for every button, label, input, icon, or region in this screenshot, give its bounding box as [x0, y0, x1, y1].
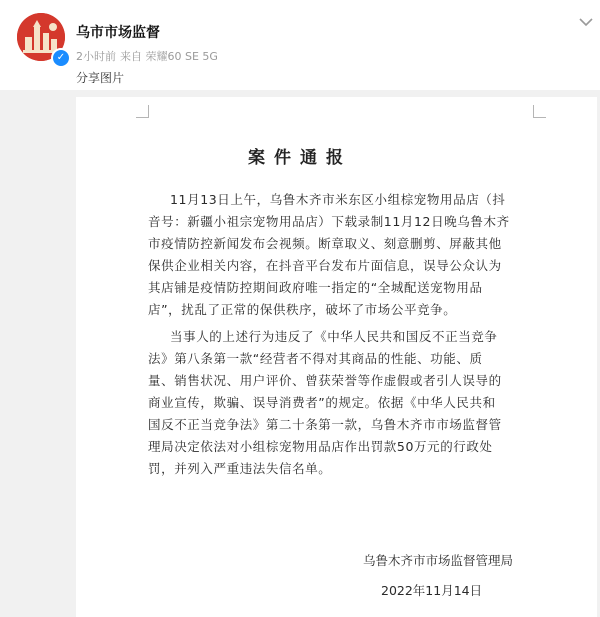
text-line: 当事人的上述行为违反了《中华人民共和国反不正当竞争	[170, 329, 498, 344]
text-line: 店”，扰乱了正常的保供秩序，破坏了市场公平竞争。	[148, 302, 457, 317]
verified-badge-icon: ✓	[51, 48, 71, 68]
post-meta	[76, 48, 222, 64]
document-date: 2022年11月14日	[381, 583, 483, 598]
post-text: 分享图片	[76, 71, 125, 85]
text-line: 商业宣传，欺骗、误导消费者”的规定。依据《中华人民共和	[148, 395, 496, 410]
text-line: 其店铺是疫情防控期间政府唯一指定的“全城配送宠物用品	[148, 280, 483, 295]
text-line: 国反不正当竞争法》第二十条第一款，乌鲁木齐市市场监督管	[148, 417, 502, 432]
text-line: 理局决定依法对小组棕宠物用品店作出罚款50万元的行政处	[148, 439, 493, 454]
text-line: 11月13日上午，乌鲁木齐市米东区小组棕宠物用品店（抖	[170, 192, 506, 207]
paragraph-2	[148, 326, 548, 480]
chevron-down-icon[interactable]	[576, 12, 596, 32]
account-name[interactable]: 乌市市场监督	[76, 25, 160, 41]
text-line: 保供企业相关内容，在抖音平台发布片面信息，误导公众认为	[148, 258, 502, 273]
document-signature: 乌鲁木齐市市场监督管理局	[363, 553, 514, 568]
post-header	[0, 0, 600, 90]
post-image[interactable]	[0, 90, 600, 617]
paragraph-1	[148, 189, 548, 321]
crop-mark-left	[136, 105, 149, 118]
text-line: 音号：新疆小祖宗宠物用品店）下载录制11月12日晚乌鲁木齐	[148, 214, 510, 229]
document-body	[148, 189, 548, 480]
text-line: 量、销售状况、用户评价、曾获荣誉等作虚假或者引人误导的	[148, 373, 502, 388]
text-line: 市疫情防控新闻发布会视频。断章取义、刻意删剪、屏蔽其他	[148, 236, 502, 251]
post-time: 2小时前	[76, 50, 116, 63]
crop-mark-right	[533, 105, 546, 118]
text-line: 罚，并列入严重违法失信名单。	[148, 461, 332, 476]
post-source: 来自 荣耀60 SE 5G	[120, 50, 218, 63]
text-line: 法》第八条第一款“经营者不得对其商品的性能、功能、质	[148, 351, 483, 366]
document-title: 案件通报	[248, 148, 352, 168]
case-notice-document	[76, 97, 597, 617]
